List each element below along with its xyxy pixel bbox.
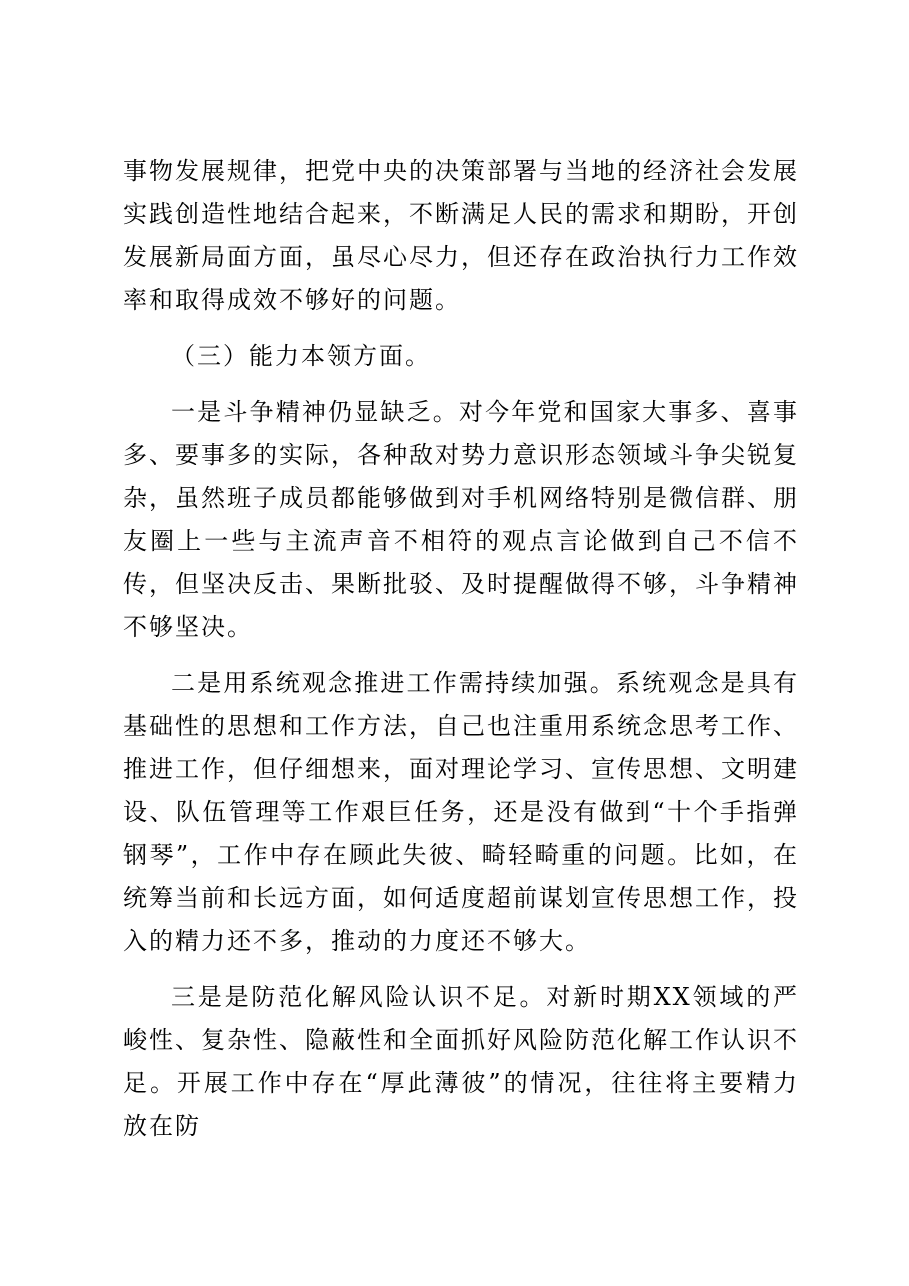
document-body: [123, 150, 799, 1161]
section-heading: （三）能力本领方面。: [171, 342, 431, 370]
paragraph-system-concept: 二是用系统观念推进工作需持续加强。系统观念是具有基础性的思想和工作方法，自己也注重用系统念思考工作、推进工作，但仔细想来，面对理论学习、宣传思想、文明建设、队伍管理等工作艰巨任务，还是没有做到“十个手指弹钢琴”，工作中存在顾此失彼、畸轻畸重的问题。比如，在统筹当前和长远方面，如何适度超前谋划宣传思想工作，投入的精力还不多，推动的力度还不够大。: [123, 669, 799, 955]
paragraph-continuation: 事物发展规律，把党中央的决策部署与当地的经济社会发展实践创造性地结合起来，不断满足人民的需求和期盼，开创发展新局面方面，虽尽心尽力，但还存在政治执行力工作效率和取得成效不够好的问题。: [123, 157, 799, 314]
paragraph-struggle-spirit: 一是斗争精神仍显缺乏。对今年党和国家大事多、喜事多、要事多的实际，各种敌对势力意识形态领域斗争尖锐复杂，虽然班子成员都能够做到对手机网络特别是微信群、朋友圈上一些与主流声音不相符的观点言论做到自己不信不传，但坚决反击、果断批驳、及时提醒做得不够，斗争精神不够坚决。: [123, 398, 799, 641]
paragraph-risk-prevention: 三是是防范化解风险认识不足。对新时期XX领域的严峻性、复杂性、隐蔽性和全面抓好风险防范化解工作认识不足。开展工作中存在“厚此薄彼”的情况，往往将主要精力放在防: [123, 983, 799, 1140]
